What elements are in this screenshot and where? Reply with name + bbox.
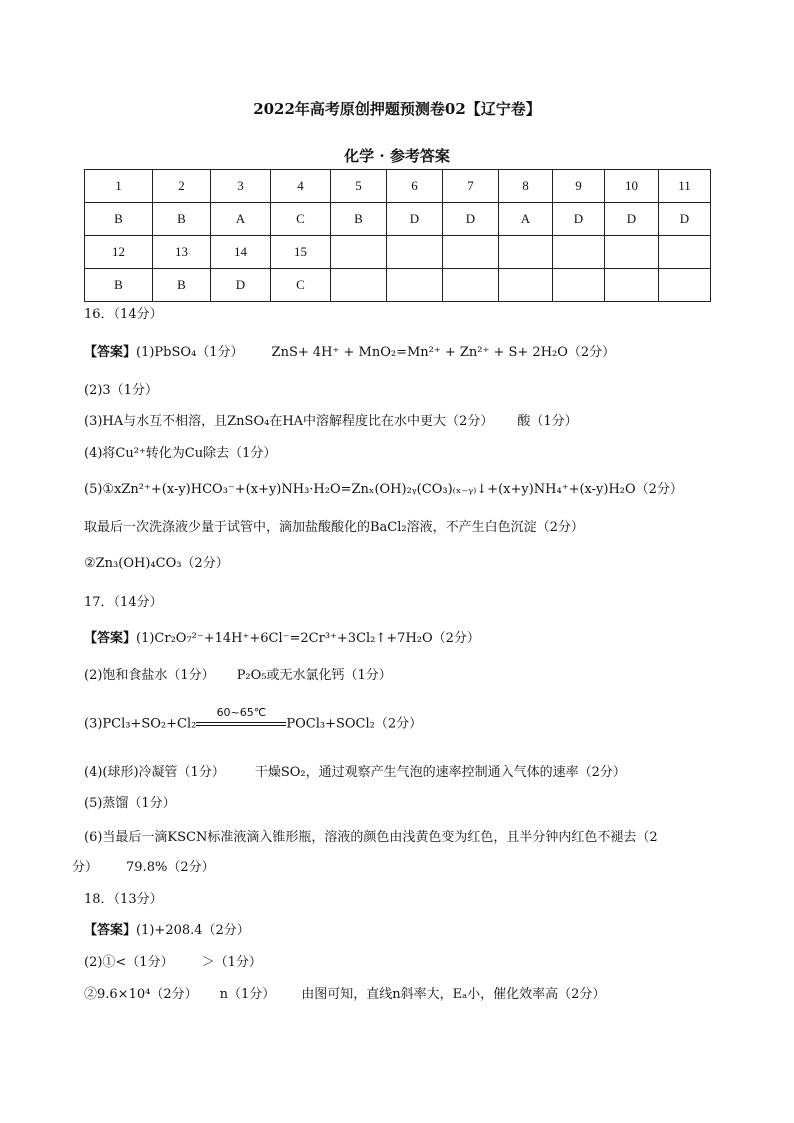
table-cell: D — [553, 203, 605, 236]
table-cell: 6 — [387, 170, 443, 203]
table-cell: D — [659, 203, 711, 236]
table-cell: 9 — [553, 170, 605, 203]
table-cell: A — [499, 203, 553, 236]
table-cell: 13 — [153, 236, 211, 269]
q18-l2-a: (2)①<（1分） — [84, 955, 174, 970]
q16-heading: 16．（14分） — [84, 307, 163, 322]
q17-answer-line-4 — [84, 764, 626, 782]
table-cell: 1 — [85, 170, 153, 203]
q17-l2-b: P₂O₅或无水氯化钙（1分） — [236, 668, 392, 683]
q18-answer-line-3 — [84, 986, 605, 1004]
q17-answer-line-5: (5)蒸馏（1分） — [84, 796, 176, 811]
q18-l1: (1)+208.4（2分） — [136, 923, 250, 938]
page-title: 2022年高考原创押题预测卷02【辽宁卷】 — [253, 100, 541, 118]
q18-heading: 18．（13分） — [84, 892, 163, 907]
q16-answer-line-3 — [84, 413, 578, 431]
q16-l1-b: ZnS+ 4H⁺ + MnO₂=Mn²⁺ + Zn²⁺ + S+ 2H₂O（2分） — [271, 345, 616, 360]
table-cell — [553, 236, 605, 269]
q18-l2-b: ＞（1分） — [201, 955, 262, 970]
table-cell — [387, 236, 443, 269]
q16-l3-b: 酸（1分） — [517, 414, 578, 429]
table-cell: D — [605, 203, 659, 236]
table-row-numbers-2 — [85, 236, 711, 269]
q18-answer-line-1 — [84, 922, 250, 940]
answer-tag: 【答案】 — [84, 631, 137, 646]
q18-l3-b: n（1分） — [219, 987, 276, 1002]
q17-answer-line-6: (6)当最后一滴KSCN标准液滴入锥形瓶，溶液的颜色由浅黄色变为红色，且半分钟内红色不褪去（2 — [84, 830, 658, 845]
q18-l3-a: ②9.6×10⁴（2分） — [84, 987, 198, 1002]
q16-answer-line-6: 取最后一次洗涤液少量于试管中，滴加盐酸酸化的BaCl₂溶液，不产生白色沉淀（2分） — [84, 520, 584, 535]
table-cell: 2 — [153, 170, 211, 203]
table-cell: 5 — [331, 170, 387, 203]
q16-answer-line-2: (2)3（1分） — [84, 383, 158, 398]
q17-answer-line-6-continued — [72, 859, 215, 877]
table-cell: C — [271, 203, 331, 236]
table-cell: 4 — [271, 170, 331, 203]
equilibrium-arrow — [196, 706, 286, 733]
table-cell — [443, 269, 499, 302]
reaction-condition: 60~65℃ — [216, 706, 267, 719]
q18-l3-c: 由图可知，直线n斜率大，Eₐ小，催化效率高（2分） — [301, 987, 606, 1002]
table-cell — [499, 269, 553, 302]
page-subtitle: 化学 · 参考答案 — [344, 147, 450, 165]
table-cell: B — [331, 203, 387, 236]
table-cell — [605, 269, 659, 302]
table-cell — [443, 236, 499, 269]
q17-heading: 17．（14分） — [84, 595, 163, 610]
table-cell: D — [387, 203, 443, 236]
table-cell: 15 — [271, 236, 331, 269]
table-cell: B — [153, 203, 211, 236]
table-cell: A — [211, 203, 271, 236]
q16-l3-a: (3)HA与水互不相溶，且ZnSO₄在HA中溶解程度比在水中更大（2分） — [84, 414, 494, 429]
q16-answer-line-7: ②Zn₃(OH)₄CO₃（2分） — [84, 556, 229, 571]
table-cell: 8 — [499, 170, 553, 203]
table-row-numbers-1 — [85, 170, 711, 203]
table-cell: B — [153, 269, 211, 302]
table-cell: D — [211, 269, 271, 302]
q18-answer-line-2 — [84, 954, 262, 972]
table-cell — [387, 269, 443, 302]
table-cell: B — [85, 203, 153, 236]
table-cell: 11 — [659, 170, 711, 203]
table-cell — [659, 236, 711, 269]
q17-answer-line-2 — [84, 667, 392, 685]
table-cell: 14 — [211, 236, 271, 269]
q17-answer-line-3 — [84, 706, 423, 734]
q17-l1: (1)Cr₂O₇²⁻+14H⁺+6Cl⁻=2Cr³⁺+3Cl₂↑+7H₂O（2分） — [136, 631, 480, 646]
table-cell: C — [271, 269, 331, 302]
table-cell — [331, 236, 387, 269]
answer-tag: 【答案】 — [84, 923, 137, 938]
table-cell — [605, 236, 659, 269]
table-cell: 7 — [443, 170, 499, 203]
q17-l3-right: POCl₃+SOCl₂（2分） — [286, 716, 423, 732]
q17-l4-a: (4)(球形)冷凝管（1分） — [84, 765, 225, 780]
q16-answer-line-5: (5)①xZn²⁺+(x-y)HCO₃⁻+(x+y)NH₃·H₂O=Znₓ(OH)₂ᵧ(CO₃)₍ₓ₋ᵧ₎↓+(x+y)NH₄⁺+(x-y)H₂O（2分） — [84, 482, 683, 497]
answer-tag: 【答案】 — [84, 345, 137, 360]
table-row-answers-2 — [85, 269, 711, 302]
q17-l3-left: (3)PCl₃+SO₂+Cl₂ — [84, 716, 197, 732]
q17-l6-cont-a: 分） — [72, 860, 99, 875]
table-cell: B — [85, 269, 153, 302]
q17-l2-a: (2)饱和食盐水（1分） — [84, 668, 215, 683]
answer-table — [84, 169, 711, 302]
table-cell: D — [443, 203, 499, 236]
q16-answer-line-4: (4)将Cu²⁺转化为Cu除去（1分） — [84, 446, 277, 461]
q17-l6-cont-b: 79.8%（2分） — [126, 860, 215, 875]
table-cell: 10 — [605, 170, 659, 203]
q16-l1-a: (1)PbSO₄（1分） — [136, 345, 244, 360]
table-cell — [499, 236, 553, 269]
table-row-answers-1 — [85, 203, 711, 236]
q17-l4-b: 干燥SO₂，通过观察产生气泡的速率控制通入气体的速率（2分） — [254, 765, 626, 780]
table-cell — [331, 269, 387, 302]
table-cell: 3 — [211, 170, 271, 203]
q16-answer-line-1 — [84, 344, 615, 362]
table-cell: 12 — [85, 236, 153, 269]
table-cell — [659, 269, 711, 302]
q17-answer-line-1 — [84, 630, 480, 648]
table-cell — [553, 269, 605, 302]
